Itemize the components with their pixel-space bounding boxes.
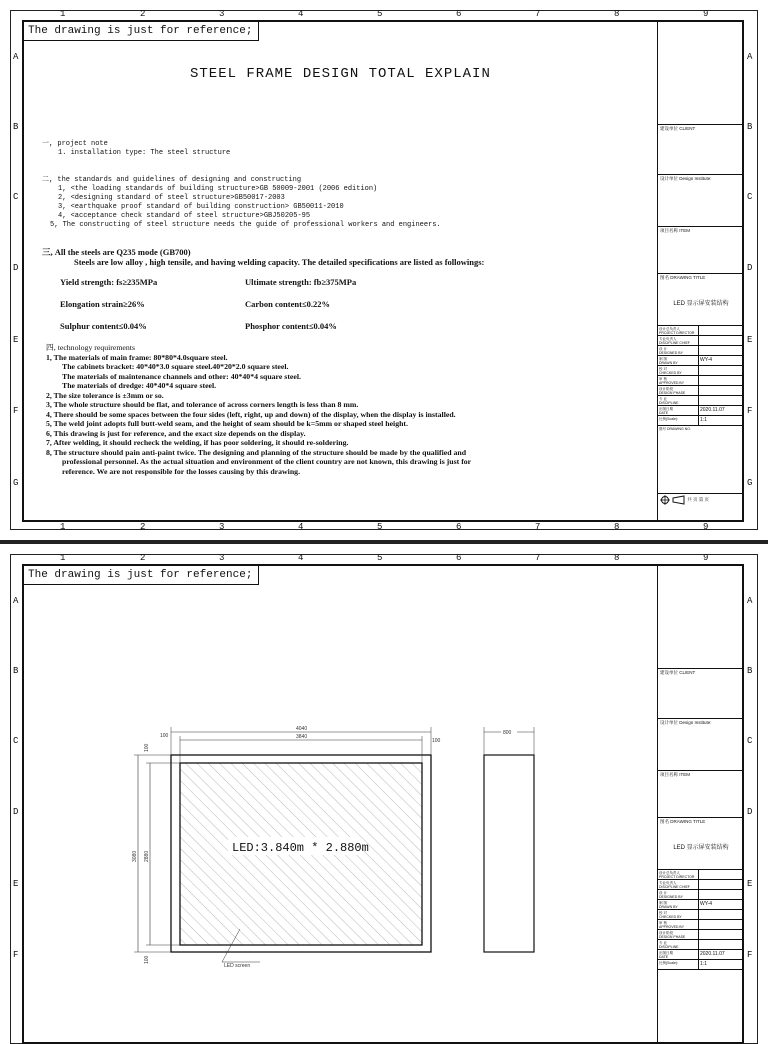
column-number: 8 <box>614 9 620 19</box>
list-item: 2, The size tolerance is ±3mm or so. <box>46 390 164 400</box>
dim-depth: 800 <box>503 730 512 736</box>
column-number: 3 <box>219 9 225 19</box>
column-number: 8 <box>614 522 620 532</box>
title-block-footer <box>658 494 744 514</box>
column-number: 4 <box>298 522 304 532</box>
row-letter: G <box>747 478 753 488</box>
row-letter: A <box>747 596 753 606</box>
list-item: 4, <acceptance check standard of steel structure>GBJ50205-95 <box>58 212 311 220</box>
row-letter: G <box>13 478 19 488</box>
dim-margin-bottom: 100 <box>144 955 150 964</box>
list-item: reference. We are not responsible for the losses causing by this drawing. <box>62 466 301 476</box>
column-number: 9 <box>703 522 709 532</box>
spec-ultimate: Ultimate strength: fb≥375MPa <box>245 277 357 287</box>
row-letter: C <box>13 192 19 202</box>
row-letter: C <box>747 192 753 202</box>
drawing-title: LED 显示屏安装结构 <box>673 845 729 851</box>
client-label: 建设单位 CLIENT <box>660 126 696 131</box>
list-item: 7, After welding, it should recheck the welding, if has poor soldering, it should re-soldering. <box>46 438 349 447</box>
list-item: 6, This drawing is just for reference, and the exact size depends on the display. <box>46 428 306 438</box>
sheet-count: 共 页 第 页 <box>687 497 710 503</box>
row-letter: F <box>747 406 753 416</box>
row-letter: A <box>13 52 19 62</box>
dim-height-outer: 3080 <box>132 850 138 862</box>
design-institute-label: 设计单位 Design Institute: <box>660 720 712 725</box>
led-frame-drawing <box>0 544 660 1024</box>
spec-elongation: Elongation strain≥26% <box>60 299 145 309</box>
row-letter: B <box>747 666 753 676</box>
dim-margin-top: 100 <box>144 743 150 752</box>
row-letter: A <box>747 52 753 62</box>
column-number: 9 <box>703 9 709 19</box>
row-letter: F <box>13 950 19 960</box>
row-letter: B <box>13 122 19 132</box>
dim-width-inner: 3840 <box>296 734 308 740</box>
column-number: 2 <box>140 522 146 532</box>
list-item: 1. installation type: The steel structure <box>58 149 231 157</box>
column-number: 4 <box>298 9 304 19</box>
column-number: 5 <box>377 9 383 19</box>
list-item: 3, The whole structure should be flat, and tolerance of across corners length is less than 8 mm. <box>46 400 359 409</box>
section-heading: 一, project note <box>42 140 108 148</box>
list-item: The materials of dredge: 40*40*4 square steel. <box>62 381 217 390</box>
list-item: The materials of maintenance channels and other: 40*40*4 square steel. <box>62 371 301 381</box>
drawing-title-cell <box>658 274 744 326</box>
spec-yield: Yield strength: fs≥235MPa <box>60 277 158 287</box>
row-letter: E <box>13 879 19 889</box>
section-heading: 三, All the steels are Q235 mode (GB700) <box>42 247 191 257</box>
spec-phosphor: Phosphor content≤0.04% <box>245 321 337 331</box>
list-item: 8, The structure should pain anti-paint twice. The designing and planning of the structure should be made by the qualified and <box>46 447 467 457</box>
dim-width-outer: 4040 <box>296 726 308 732</box>
leader-label: LED screen <box>224 963 251 969</box>
column-number: 5 <box>377 553 383 563</box>
page-title: STEEL FRAME DESIGN TOTAL EXPLAIN <box>190 66 491 82</box>
client-label: 建设单位 CLIENT <box>660 670 696 675</box>
side-view <box>484 755 534 952</box>
column-number: 2 <box>140 553 146 563</box>
row-letter: F <box>747 950 753 960</box>
drawing-title-cell <box>658 818 744 870</box>
reference-note: The drawing is just for reference; <box>24 566 259 585</box>
row-letter: B <box>747 122 753 132</box>
design-institute-label: 设计单位 Design Institute: <box>660 176 712 181</box>
section-technology <box>46 343 656 476</box>
row-letter: F <box>13 406 19 416</box>
projection-symbol-icon <box>660 495 686 505</box>
column-number: 1 <box>60 9 66 19</box>
dim-margin-right: 100 <box>432 738 441 744</box>
column-number: 3 <box>219 553 225 563</box>
section-intro: Steels are low alloy , high tensile, and having welding capacity. The detailed specifications are listed as followings: <box>74 257 485 267</box>
title-block: 建设单位 CLIENT 设计单位 Design Institute: 项目名称 ITEM 图名 DRAWING TITLE LED 显示屏安装结构 设计总负责人 PROJECT DIRECTOR 专业负责人 DISCIPLINE CHIEF 设 计 DESIGNED BY 制 图 DRAWN BY WY-4 校 对 CHECKED BY 审 核 APPROVED BY 设计阶段 DESIGN PHASE 专 业 DISCIPLINE 出图日期 DATE 2020.11.07 比例(Scale): 1:1 <box>657 564 744 1044</box>
row-letter: E <box>747 335 753 345</box>
drawing-title: LED 显示屏安装结构 <box>673 301 729 307</box>
list-item: 5, The constructing of steel structure needs the guide of professional workers and engineers. <box>50 221 441 229</box>
row-letter: D <box>13 263 19 273</box>
title-block: 建设单位 CLIENT 设计单位 Design Institute: 项目名称 ITEM 图名 DRAWING TITLE LED 显示屏安装结构 设计总负责人 PROJECT DIRECTOR 专业负责人 DISCIPLINE CHIEF 设 计 DESIGNED BY 制 图 DRAWN BY WY-4 校 对 CHECKED BY 审 核 APPROVED BY 设计阶段 DESIGN PHASE 专 业 DISCIPLINE 出图日期 DATE 2020.11.07 比例(Scale): 1:1 图号 DRAWING NO. 共 页 第 页 <box>657 20 744 522</box>
drawing-title-label: 图名 DRAWING TITLE <box>660 275 706 280</box>
client-cell <box>658 125 744 175</box>
list-item: 2, <designing standard of steel structure>GB50017-2003 <box>58 194 285 202</box>
column-number: 4 <box>298 553 304 563</box>
section-steel-specs <box>42 247 652 331</box>
list-item: The cabinets bracket: 40*40*3.0 square steel.40*20*2.0 square steel. <box>62 362 289 371</box>
spec-carbon: Carbon content≤0.22% <box>245 299 330 309</box>
row-letter: C <box>13 736 19 746</box>
spec-sulphur: Sulphur content≤0.04% <box>60 321 147 331</box>
row-letter: B <box>13 666 19 676</box>
section-heading: 二, the standards and guidelines of designing and constructing <box>42 176 302 184</box>
list-item: 3, <earthquake proof standard of building construction> GB50011-2010 <box>58 203 344 211</box>
row-letter: D <box>747 807 753 817</box>
drawing-title-label: 图名 DRAWING TITLE <box>660 819 706 824</box>
column-number: 7 <box>535 522 541 532</box>
column-number: 1 <box>60 553 66 563</box>
list-item: 5, The weld joint adopts full butt-weld seam, and the height of seam should be k=5mm or shaped steel height. <box>46 419 408 428</box>
list-item: 1, The materials of main frame: 80*80*4.0square steel. <box>46 352 228 362</box>
design-institute-cell <box>658 175 744 227</box>
column-number: 1 <box>60 522 66 532</box>
column-number: 7 <box>535 9 541 19</box>
column-number: 6 <box>456 553 462 563</box>
row-letter: D <box>747 263 753 273</box>
row-letter: D <box>13 807 19 817</box>
row-letter: C <box>747 736 753 746</box>
dim-margin-left: 100 <box>160 733 169 739</box>
list-item: 1, <the loading standards of building structure>GB 50009-2001 (2006 edition) <box>58 185 378 193</box>
dim-height-inner: 2880 <box>144 850 150 862</box>
list-item: 4, There should be some spaces between the four sides (left, right, up and down) of the display, when the display is installed. <box>46 409 456 419</box>
item-label: 项目名称 ITEM <box>660 228 690 233</box>
section-heading: 四, technology requirements <box>46 343 135 352</box>
row-letter: E <box>13 335 19 345</box>
column-number: 6 <box>456 9 462 19</box>
client-cell <box>658 669 744 719</box>
design-institute-cell <box>658 719 744 771</box>
reference-note: The drawing is just for reference; <box>24 22 259 41</box>
item-label: 项目名称 ITEM <box>660 772 690 777</box>
column-number: 2 <box>140 9 146 19</box>
column-number: 9 <box>703 553 709 563</box>
column-number: 5 <box>377 522 383 532</box>
column-number: 3 <box>219 522 225 532</box>
item-cell <box>658 771 744 818</box>
led-size-label: LED:3.840m * 2.880m <box>232 841 369 855</box>
column-number: 6 <box>456 522 462 532</box>
row-letter: A <box>13 596 19 606</box>
item-cell <box>658 227 744 274</box>
column-number: 8 <box>614 553 620 563</box>
column-number: 7 <box>535 553 541 563</box>
list-item: professional personnel. As the actual situation and environment of the client country are not known, this drawing is just for <box>62 457 472 466</box>
row-letter: E <box>747 879 753 889</box>
notes-sections-1-2 <box>42 140 652 230</box>
drawing-sheet-2 <box>0 544 768 1024</box>
